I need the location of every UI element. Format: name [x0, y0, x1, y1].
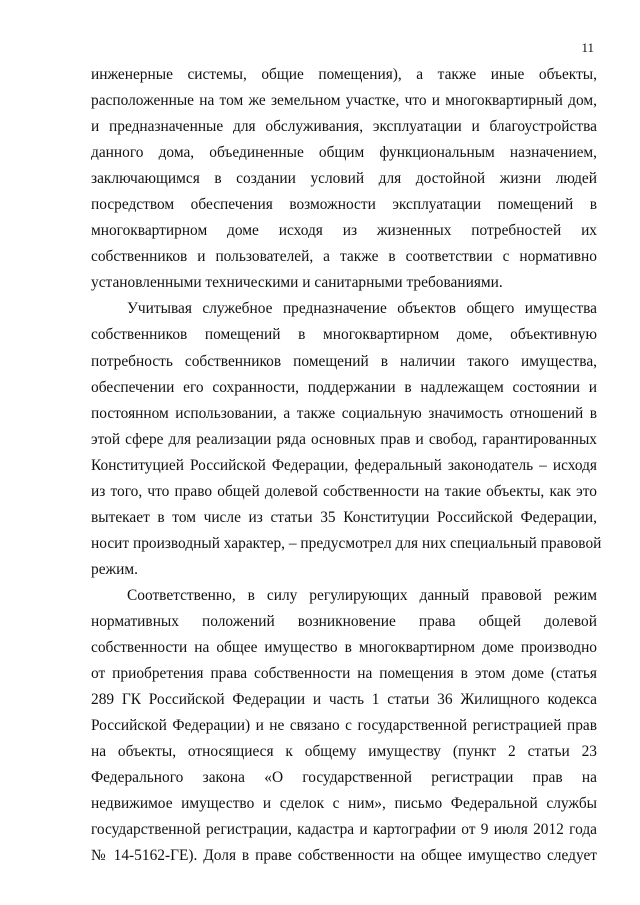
text-line: Российской Федерации) и не связано с государственной регистрацией прав: [91, 717, 597, 735]
text-line: от приобретения права собственности на помещения в этом доме (статья: [91, 665, 597, 683]
text-line: из того, что право общей долевой собственности на такие объекты, как это: [91, 482, 597, 500]
text-line: инженерные системы, общие помещения), а также иные объекты,: [91, 66, 597, 83]
page-number: 11: [581, 40, 594, 55]
text-line: носит производный характер, – предусмотрел для них специальный правовой: [91, 534, 602, 552]
text-line: расположенные на том же земельном участке, что и многоквартирный дом,: [91, 92, 597, 110]
text-line: многоквартирном доме исходя из жизненных потребностей их: [91, 222, 597, 240]
text-line: вытекает в том числе из статьи 35 Конституции Российской Федерации,: [91, 508, 597, 526]
text-line: государственной регистрации, кадастра и картографии от 9 июля 2012 года: [91, 821, 597, 839]
text-line: Конституцией Российской Федерации, федеральный законодатель – исходя: [91, 456, 597, 474]
text-line: собственников и пользователей, а также в соответствии с нормативно: [91, 248, 597, 266]
text-line: собственности на общее имущество в многоквартирном доме производно: [91, 639, 597, 657]
text-line: недвижимое имущество и сделок с ним», письмо Федеральной службы: [91, 795, 597, 813]
text-line: № 14-5162-ГЕ). Доля в праве собственности на общее имущество следует: [91, 847, 597, 865]
text-line: заключающимся в создании условий для достойной жизни людей: [91, 170, 597, 188]
text-line: 289 ГК Российской Федерации и часть 1 статьи 36 Жилищного кодекса: [91, 691, 597, 709]
text-line: Федерального закона «О государственной регистрации прав на: [91, 769, 597, 787]
text-line: этой сфере для реализации ряда основных прав и свобод, гарантированных: [91, 430, 597, 448]
text-line: и предназначенные для обслуживания, эксплуатации и благоустройства: [91, 118, 597, 136]
text-line: данного дома, объединенные общим функциональным назначением,: [91, 144, 597, 162]
text-line: Соответственно, в силу регулирующих данный правовой режим: [127, 586, 597, 604]
text-line: потребность собственников помещений в наличии такого имущества,: [91, 352, 597, 370]
text-line: постоянном использовании, а также социальную значимость отношений в: [91, 404, 597, 422]
text-line: обеспечении его сохранности, поддержании в надлежащем состоянии и: [91, 378, 597, 396]
text-line: собственников помещений в многоквартирном доме, объективную: [91, 326, 597, 344]
text-line: посредством обеспечения возможности эксплуатации помещений в: [91, 196, 597, 214]
body-text: [91, 62, 602, 869]
text-line: режим.: [91, 560, 138, 578]
text-line: на объекты, относящиеся к общему имуществу (пункт 2 статьи 23: [91, 743, 597, 761]
text-line: нормативных положений возникновение права общей долевой: [91, 612, 597, 630]
text-line: Учитывая служебное предназначение объектов общего имущества: [127, 300, 597, 318]
text-line: установленными техническими и санитарными требованиями.: [91, 274, 503, 292]
